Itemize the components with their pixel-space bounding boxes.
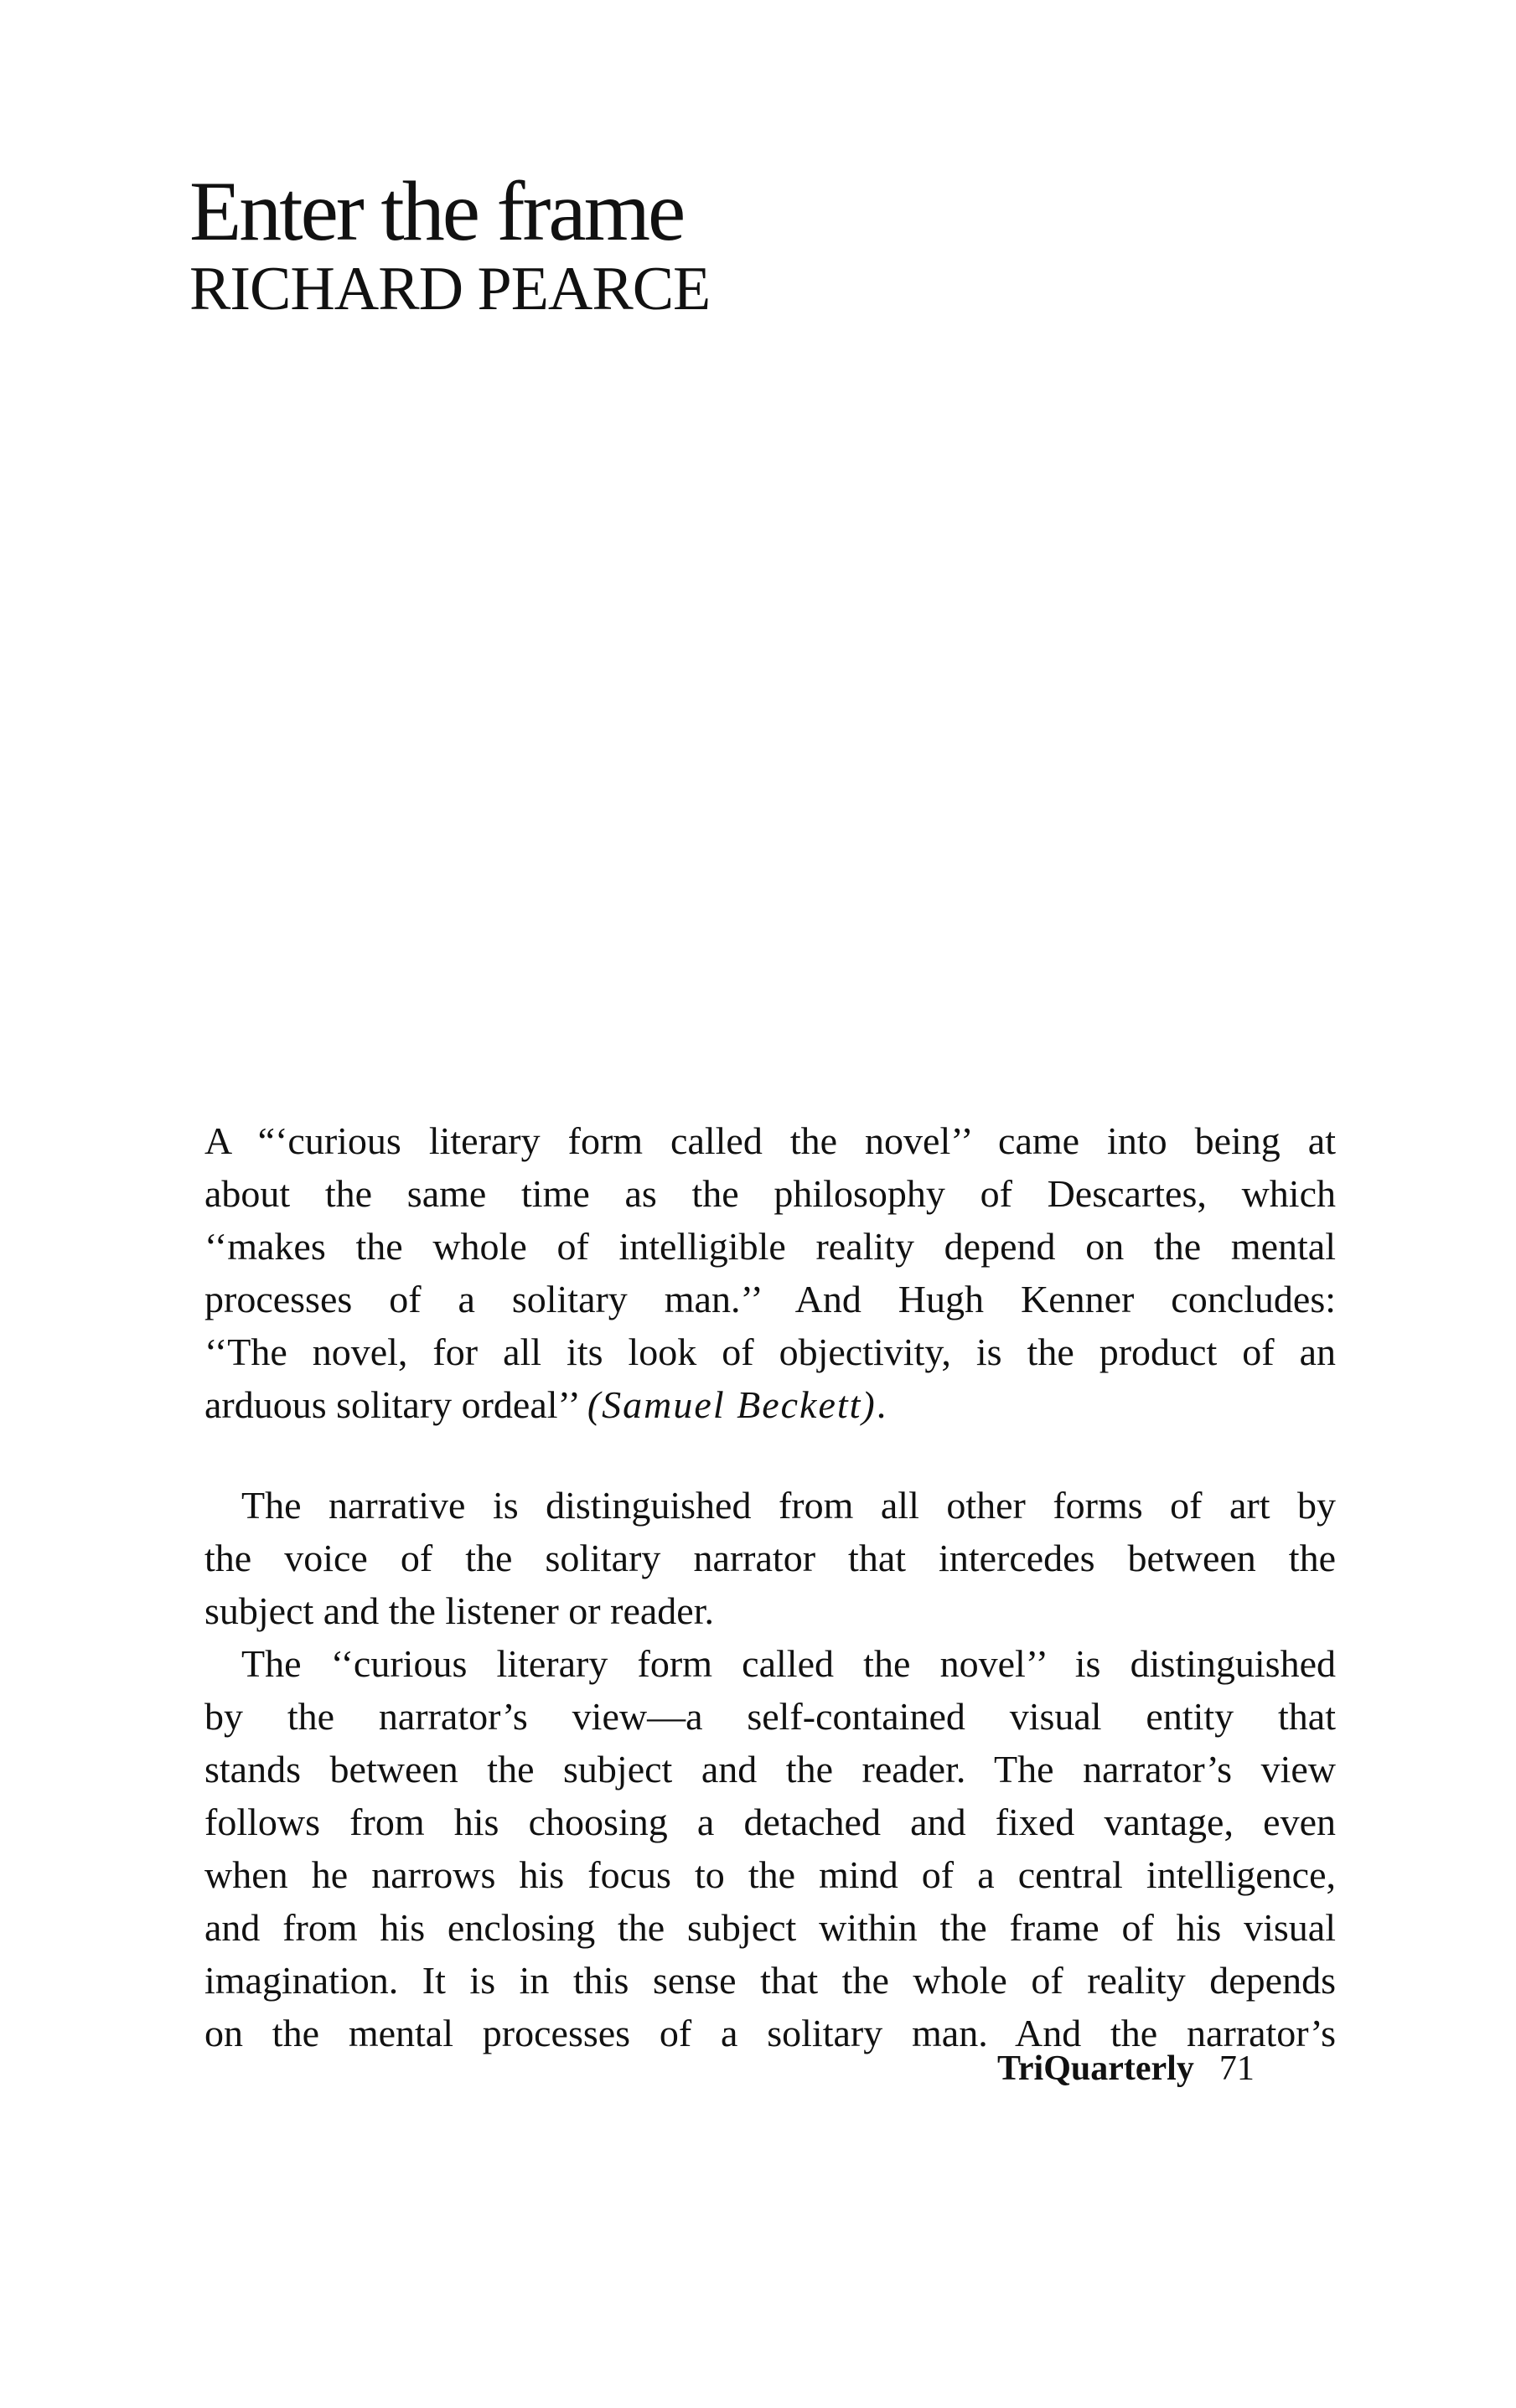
text-line: by the narrator’s view—a self-contained visual entity that [204,1695,1336,1738]
text-segment: . [876,1383,887,1426]
book-title-citation: (Samuel Beckett) [587,1383,877,1426]
page-number: 71 [1218,2049,1255,2088]
text-line [204,1378,1336,1431]
text-segment: arduous solitary ordeal’’ [204,1383,587,1426]
text-line: when he narrows his focus to the mind of a central intelligence, [204,1853,1336,1896]
article-title: Enter the frame [189,164,684,259]
text-line: follows from his choosing a detached and fixed vantage, even [204,1801,1336,1843]
text-line: the voice of the solitary narrator that intercedes between the [204,1537,1336,1579]
text-line: ‘‘makes the whole of intelligible reality depend on the mental [204,1225,1336,1268]
journal-name: TriQuarterly [997,2049,1194,2088]
paragraph-1 [204,1114,1336,1431]
text-line: imagination. It is in this sense that the whole of reality depends [204,1959,1336,2002]
text-line: ‘‘The novel, for all its look of objectivity, is the product of an [204,1331,1336,1373]
text-line: about the same time as the philosophy of Descartes, which [204,1172,1336,1215]
text-line: on the mental processes of a solitary man. And the narrator’s [204,2012,1336,2054]
text-line: subject and the listener or reader. [204,1589,714,1632]
page-footer [997,2048,1255,2090]
text-line: The ‘‘curious literary form called the novel’’ is distinguished [241,1642,1336,1685]
author-name: RICHARD PEARCE [189,255,711,323]
text-line: The narrative is distinguished from all other forms of art by [241,1484,1336,1527]
text-line: processes of a solitary man.’’ And Hugh Kenner concludes: [204,1278,1336,1320]
paragraph-3 [204,1637,1336,2059]
paragraph-2 [204,1479,1336,1637]
text-line: stands between the subject and the reader. The narrator’s view [204,1748,1336,1790]
text-line: and from his enclosing the subject within the frame of his visual [204,1906,1336,1949]
text-line: A “‘curious literary form called the novel’’ came into being at [204,1119,1336,1162]
